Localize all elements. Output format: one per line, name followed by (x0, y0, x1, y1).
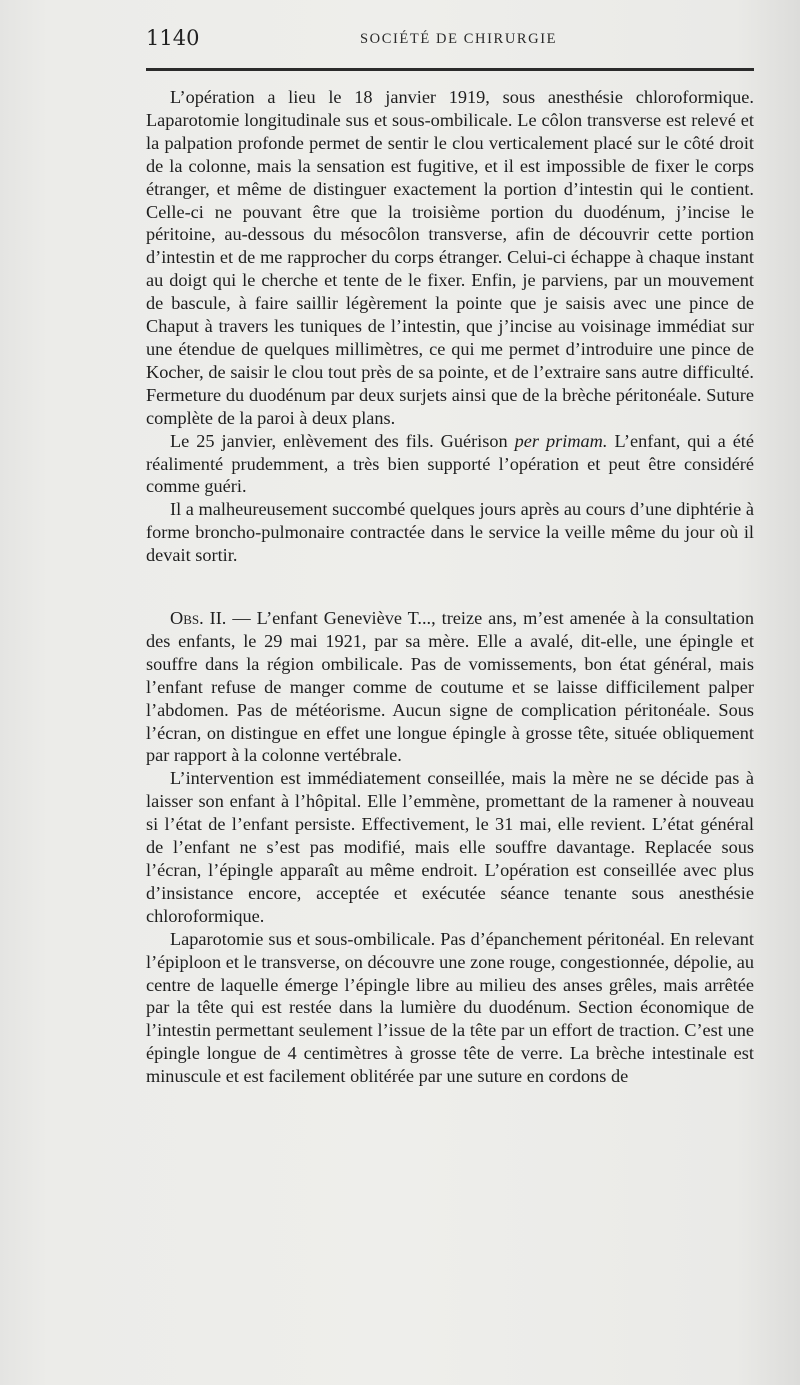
section-gap (146, 567, 754, 607)
observation-label: Obs. II. (170, 608, 227, 629)
page-header (146, 22, 754, 52)
running-title: SOCIÉTÉ DE CHIRURGIE (360, 31, 558, 47)
paragraph-death: Il a malheureusement succombé quelques jours après au cours d’une diphtérie à forme broncho-pulmonaire contractée dans le service la veille même du jour où il devait sortir. (146, 499, 754, 566)
per-primam-italic: per primam. (514, 430, 608, 451)
paragraph-recovery (146, 430, 754, 499)
header-rule (146, 68, 754, 71)
paragraph-observation-2 (146, 607, 754, 767)
recovery-text-start: Le 25 janvier, enlèvement des fils. Guérison (170, 430, 515, 451)
paragraph-operation: L’opération a lieu le 18 janvier 1919, sous anesthésie chloroformique. Laparotomie longitudinale sus et sous-ombilicale. Le côlon transverse est relevé et la palpation profonde permet de sentir le clou verticalement placé sur le côté droit de la colonne, mais la sensation est fugitive, et il est impossible de fixer le corps étranger, et même de distinguer exactement la portion d’intestin qui le contient. Celle-ci ne pouvant être que la troisième portion du duodénum, j’incise le péritoine, au-dessous du mésocôlon transverse, afin de découvrir cette portion d’intestin et de me rapprocher du corps étranger. Celui-ci échappe à chaque instant au doigt qui le cherche et tente de le fixer. Enfin, je parviens, par un mouvement de bascule, à faire saillir légèrement la pointe que je saisis avec une pince de Chaput à travers les tuniques de l’intestin, que j’incise au voisinage immédiat sur une étendue de quelques millimètres, ce qui me permet d’introduire une pince de Kocher, de saisir le clou tout près de sa pointe, et de l’extraire sans autre difficulté. Fermeture du duodénum par deux surjets ainsi que de la brèche péritonéale. Suture complète de la paroi à deux plans. (146, 87, 754, 428)
paragraph-intervention: L’intervention est immédiatement conseillée, mais la mère ne se décide pas à laisser son enfant à l’hôpital. Elle l’emmène, promettant de la ramener à nouveau si l’état de l’enfant persiste. Effectivement, le 31 mai, elle revient. L’état général de l’enfant ne s’est pas modifié, mais elle souffre davantage. Replacée sous l’écran, l’épingle apparaît au même endroit. L’opération est conseillée avec plus d’insistance encore, acceptée et exécutée séance tenante sous anesthésie chloroformique. (146, 768, 754, 926)
observation-2-text: — L’enfant Geneviève T..., treize ans, m’est amenée à la consultation des enfants, le 29 mai 1921, par sa mère. Elle a avalé, dit-elle, une épingle et souffre dans la région ombilicale. Pas de vomissements, bon état général, mais l’enfant refuse de manger comme de coutume et se laisse difficilement palper l’abdomen. Pas de météorisme. Aucun signe de complication péritonéale. Sous l’écran, on distingue en effet une longue épingle à grosse tête, située obliquement par rapport à la colonne vertébrale. (146, 608, 754, 766)
recovery-text-end: L’enfant, qui a été réalimenté prudemment, a très bien supporté l’opération et peut être considéré comme guéri. (146, 430, 755, 497)
page-number: 1140 (146, 26, 200, 50)
body-text (146, 86, 754, 1088)
paragraph-laparotomy: Laparotomie sus et sous-ombilicale. Pas d’épanchement péritonéal. En relevant l’épiploon et le transverse, on découvre une zone rouge, congestionnée, dépolie, au centre de laquelle émerge l’épingle libre au milieu des anses grêles, mais arrêtée par la tête qui est restée dans la lumière du duodénum. Section économique de l’intestin permettant seulement l’issue de la tête par un effort de traction. C’est une épingle longue de 4 centimètres à grosse tête de verre. La brèche intestinale est minuscule et est facilement oblitérée par une suture en cordons de (146, 928, 754, 1087)
